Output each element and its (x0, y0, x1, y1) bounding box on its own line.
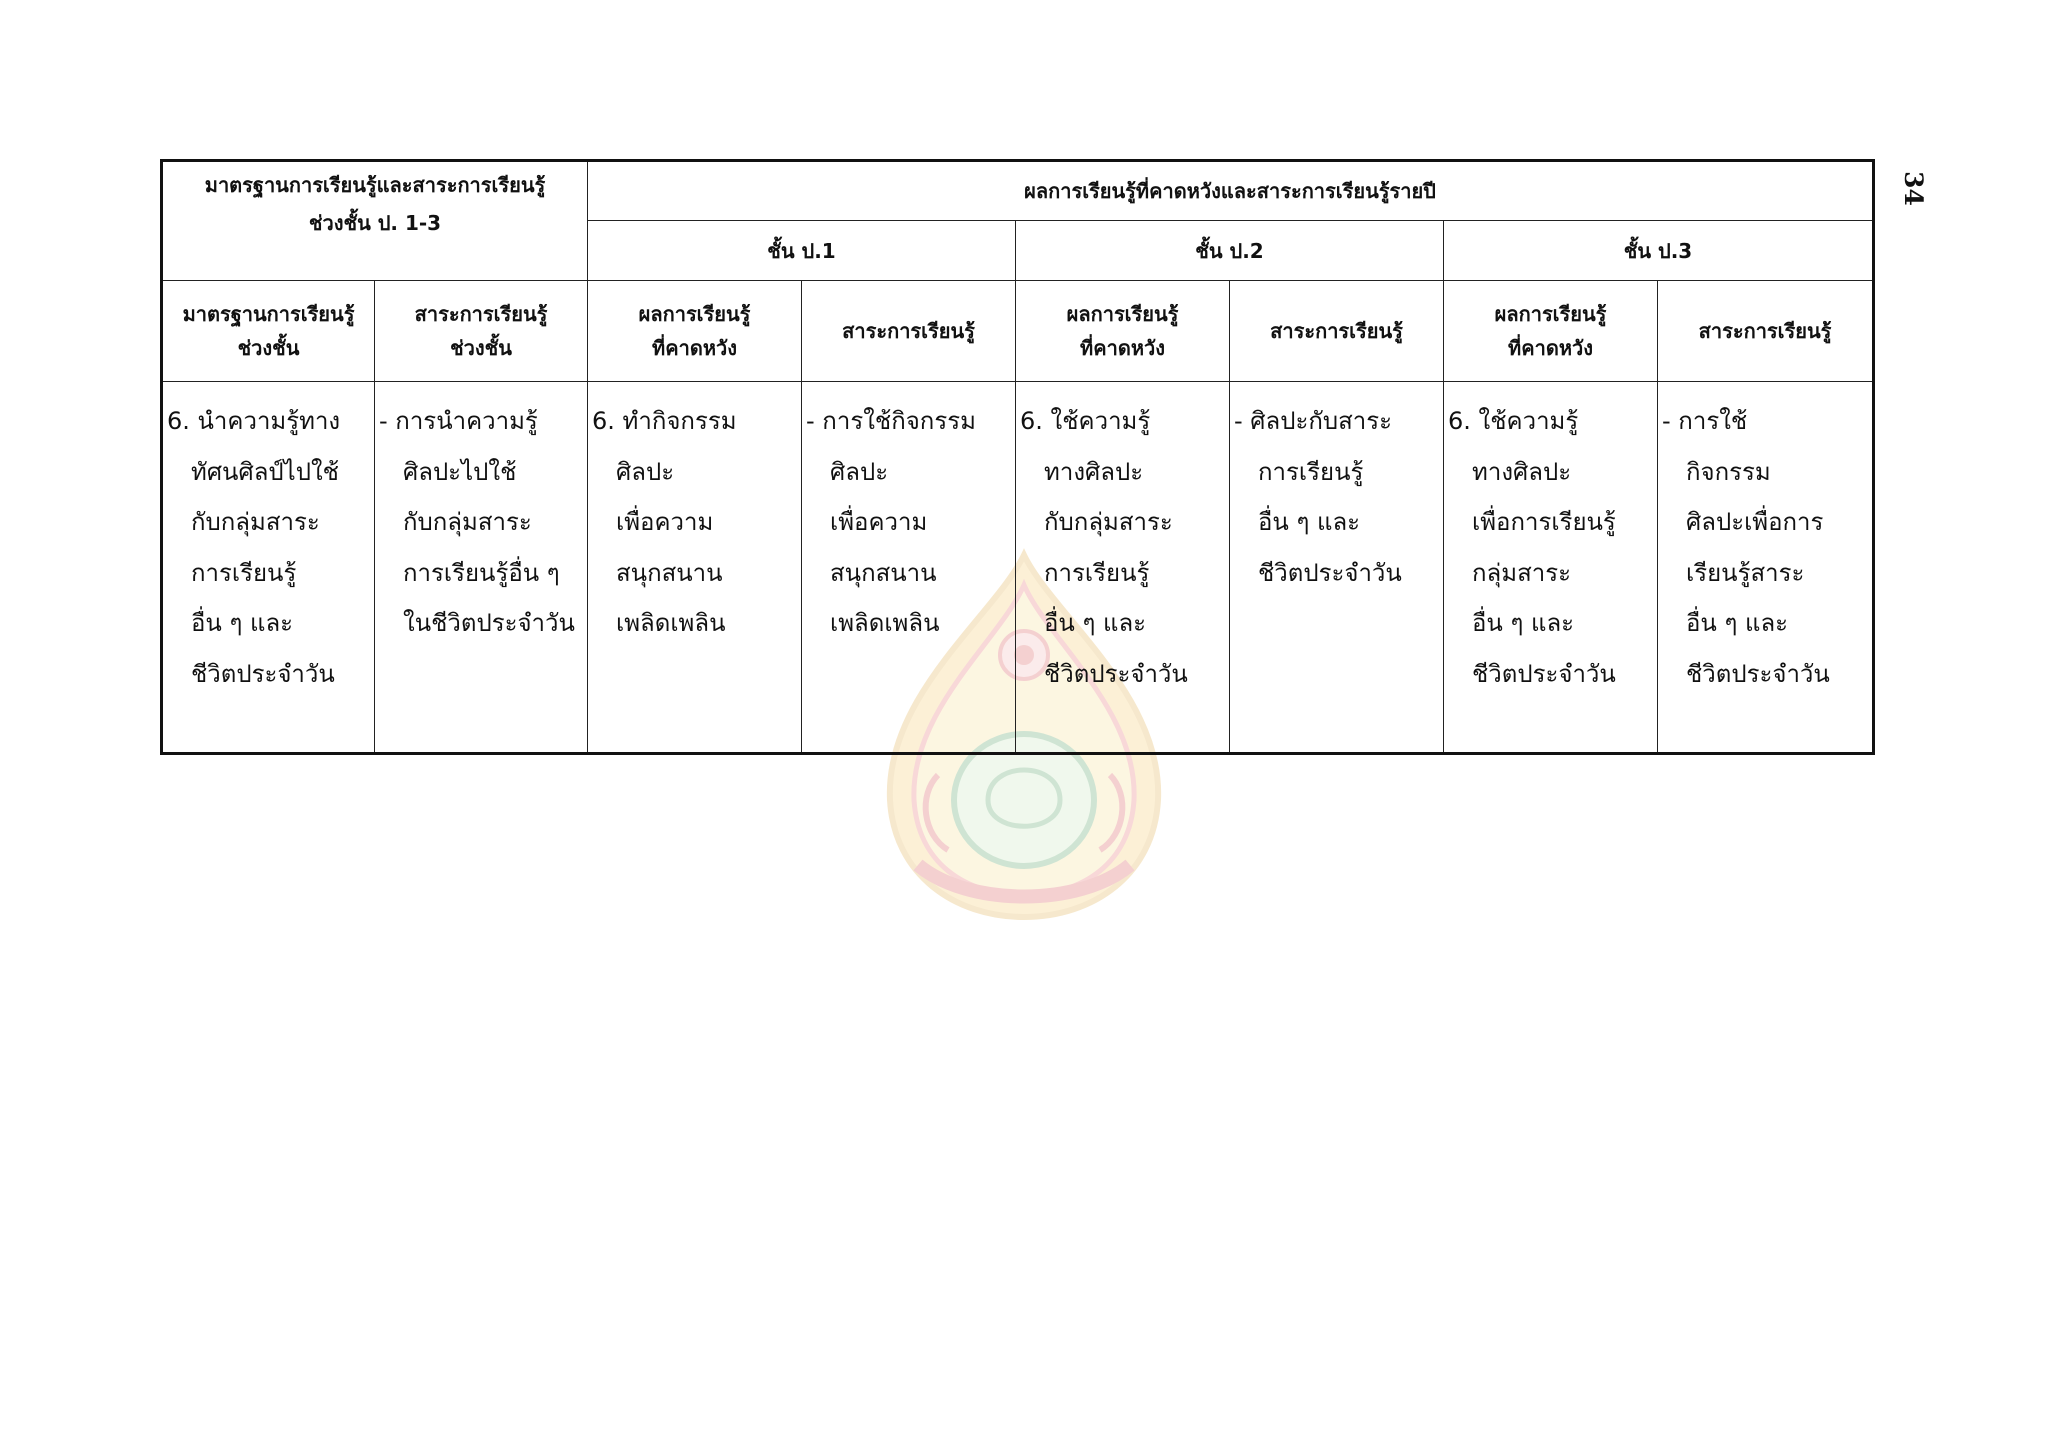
cell-line: ศิลปะ (616, 457, 675, 486)
cell-line: ชีวิตประจำวัน (1472, 659, 1616, 688)
cell-line: - การใช้ (1662, 407, 1748, 435)
cell-line: กับกลุ่มสาระ (403, 508, 532, 536)
cell-line: ทัศนศิลป์ไปใช้ (191, 457, 339, 486)
cell-line: เพื่อการเรียนรู้ (1472, 508, 1616, 536)
subheader-line: ที่คาดหวัง (652, 336, 737, 360)
cell-line: กับกลุ่มสาระ (191, 508, 320, 536)
cell-line: อื่น ๆ และ (191, 609, 294, 637)
standards-header-line1: มาตรฐานการเรียนรู้และสาระการเรียนรู้ (204, 173, 546, 197)
grade-header-p3: ชั้น ป.3 (1444, 221, 1874, 281)
subheader-content-p1: สาระการเรียนรู้ (802, 281, 1016, 382)
subheader-line: มาตรฐานการเรียนรู้ (182, 302, 355, 326)
cell-line: การเรียนรู้ (1044, 558, 1150, 587)
cell-line: - ศิลปะกับสาระ (1234, 407, 1393, 435)
subheader-expected-outcome-p1 (588, 281, 802, 382)
cell-line: ชีวิตประจำวัน (1686, 659, 1830, 688)
body-cell-expected-outcome-p3 (1444, 382, 1658, 754)
cell-line: 6. ทำกิจกรรม (592, 407, 737, 435)
page-number: 34 (1898, 171, 1928, 206)
cell-line: อื่น ๆ และ (1044, 609, 1147, 637)
cell-line: อื่น ๆ และ (1258, 508, 1361, 536)
cell-line: เพื่อความ (830, 508, 928, 536)
subheader-line: ช่วงชั้น (450, 336, 512, 360)
cell-line: 6. นำความรู้ทาง (167, 407, 341, 435)
cell-line: กับกลุ่มสาระ (1044, 508, 1173, 536)
subheader-line: ผลการเรียนรู้ (1066, 302, 1179, 326)
standards-header-line2: ช่วงชั้น ป. 1-3 (308, 211, 442, 235)
subheader-line: ผลการเรียนรู้ (1494, 302, 1607, 326)
body-cell-content-p3 (1658, 382, 1874, 754)
cell-line: 6. ใช้ความรู้ (1448, 407, 1579, 435)
subheader-content-p3: สาระการเรียนรู้ (1658, 281, 1874, 382)
subheader-content-range (375, 281, 588, 382)
subheader-line: ที่คาดหวัง (1508, 336, 1593, 360)
cell-line: เพลิดเพลิน (616, 609, 726, 637)
grade-header-p2: ชั้น ป.2 (1016, 221, 1444, 281)
subheader-line: ผลการเรียนรู้ (638, 302, 751, 326)
body-cell-expected-outcome-p2 (1016, 382, 1230, 754)
body-cell-content-p2 (1230, 382, 1444, 754)
standards-header-cell (162, 161, 588, 281)
subheader-expected-outcome-p3 (1444, 281, 1658, 382)
cell-line: ศิลปะไปใช้ (403, 457, 517, 486)
subheader-line: ที่คาดหวัง (1080, 336, 1165, 360)
cell-line: 6. ใช้ความรู้ (1020, 407, 1151, 435)
cell-line: อื่น ๆ และ (1472, 609, 1575, 637)
cell-line: ในชีวิตประจำวัน (403, 609, 575, 637)
cell-line: เพลิดเพลิน (830, 609, 940, 637)
cell-line: สนุกสนาน (830, 558, 937, 587)
cell-line: ชีวิตประจำวัน (191, 659, 335, 688)
subheader-line: สาระการเรียนรู้ (414, 302, 548, 326)
cell-line: การเรียนรู้ (191, 558, 297, 587)
subheader-content-p2: สาระการเรียนรู้ (1230, 281, 1444, 382)
cell-line: ชีวิตประจำวัน (1044, 659, 1188, 688)
cell-line: เรียนรู้สาระ (1686, 558, 1805, 587)
cell-line: การเรียนรู้อื่น ๆ (403, 558, 560, 587)
cell-line: - การนำความรู้ (379, 407, 538, 435)
cell-line: ทางศิลปะ (1472, 457, 1572, 486)
cell-line: ชีวิตประจำวัน (1258, 558, 1402, 587)
grade-header-p1: ชั้น ป.1 (588, 221, 1016, 281)
subheader-expected-outcome-p2 (1016, 281, 1230, 382)
subheader-standard (162, 281, 375, 382)
learning-standards-table (160, 159, 1875, 755)
cell-line: ศิลปะ (830, 457, 889, 486)
cell-line: กิจกรรม (1686, 457, 1771, 486)
cell-line: อื่น ๆ และ (1686, 609, 1789, 637)
cell-line: ศิลปะเพื่อการ (1686, 508, 1824, 536)
cell-line: เพื่อความ (616, 508, 714, 536)
expected-outcomes-header: ผลการเรียนรู้ที่คาดหวังและสาระการเรียนรู้รายปี (588, 161, 1874, 221)
cell-line: - การใช้กิจกรรม (806, 407, 976, 435)
cell-line: ทางศิลปะ (1044, 457, 1144, 486)
cell-line: สนุกสนาน (616, 558, 723, 587)
cell-line: กลุ่มสาระ (1472, 558, 1571, 587)
body-cell-content-range (375, 382, 588, 754)
body-cell-standard (162, 382, 375, 754)
body-cell-expected-outcome-p1 (588, 382, 802, 754)
cell-line: การเรียนรู้ (1258, 457, 1364, 486)
body-cell-content-p1 (802, 382, 1016, 754)
subheader-line: ช่วงชั้น (237, 336, 300, 360)
